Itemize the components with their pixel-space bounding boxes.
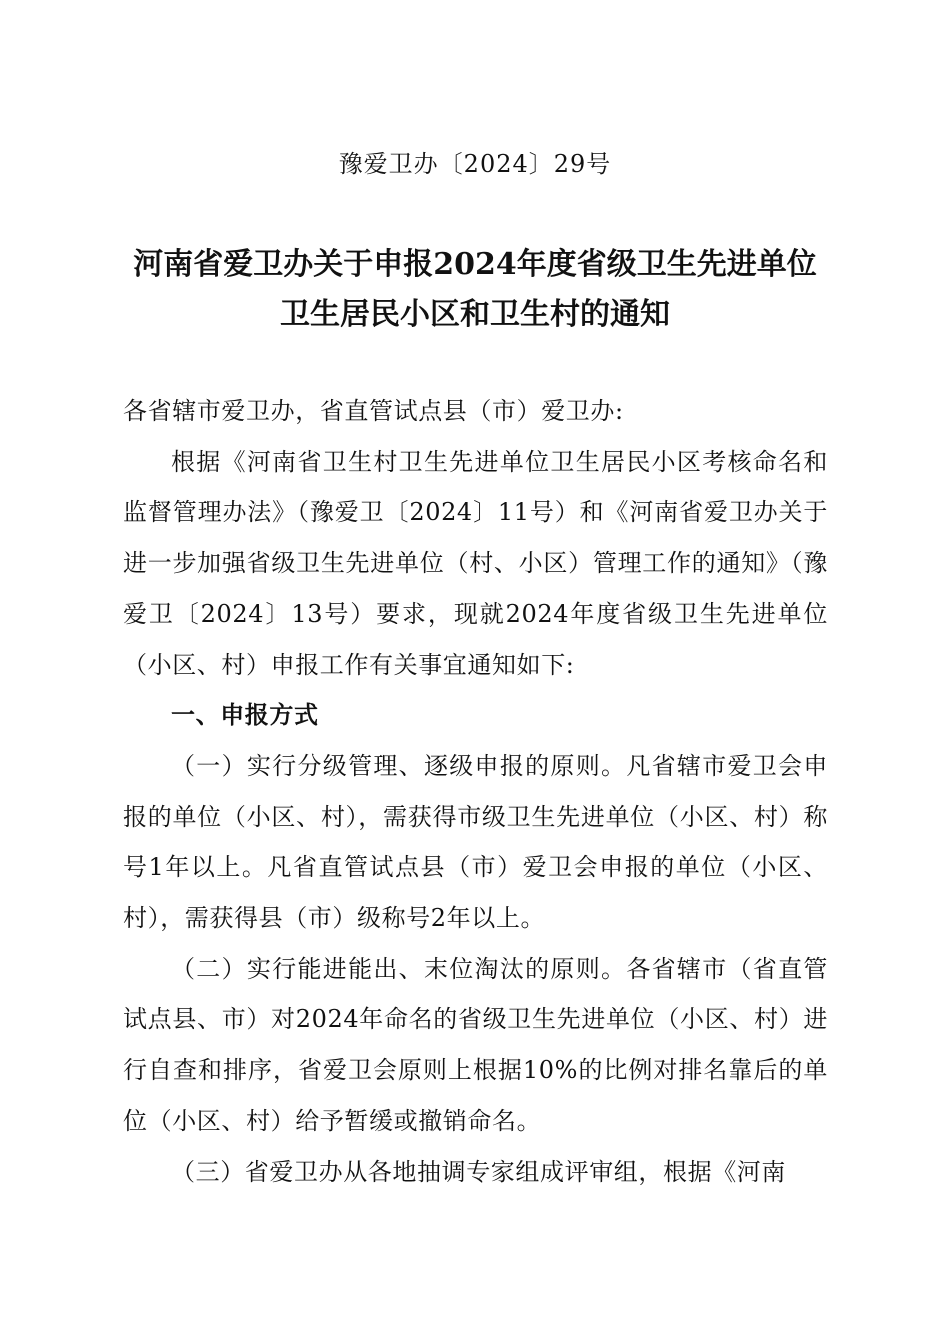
- section-1-item-3: （三）省爱卫办从各地抽调专家组成评审组，根据《河南: [171, 1157, 786, 1186]
- intro-paragraph: 根据《河南省卫生村卫生先进单位卫生居民小区考核命名和监督管理办法》（豫爱卫〔2024〕11号）和《河南省爱卫办关于进一步加强省级卫生先进单位（村、小区）管理工作的通知》（豫爱卫〔2024〕13号）要求，现就2024年度省级卫生先进单位（小区、村）申报工作有关事宜通知如下:: [123, 447, 828, 679]
- document-body: [123, 386, 828, 1197]
- section-1-item-2: （二）实行能进能出、末位淘汰的原则。各省辖市（省直管试点县、市）对2024年命名的省级卫生先进单位（小区、村）进行自查和排序，省爱卫会原则上根据10%的比例对排名靠后的单位（小区、村）给予暂缓或撤销命名。: [123, 954, 828, 1135]
- document-title-line-1: 河南省爱卫办关于申报2024年度省级卫生先进单位: [133, 247, 817, 282]
- document-title-line-2: 卫生居民小区和卫生村的通知: [280, 297, 670, 332]
- document-number: 豫爱卫办〔2024〕29号: [338, 150, 612, 178]
- section-heading-1: 一、申报方式: [171, 701, 319, 730]
- section-1-item-1: （一）实行分级管理、逐级申报的原则。凡省辖市爱卫会申报的单位（小区、村），需获得市级卫生先进单位（小区、村）称号1年以上。凡省直管试点县（市）爱卫会申报的单位（小区、村），需获得县（市）级称号2年以上。: [123, 751, 828, 933]
- document-title: [100, 240, 850, 340]
- salutation: 各省辖市爱卫办，省直管试点县（市）爱卫办:: [123, 397, 624, 425]
